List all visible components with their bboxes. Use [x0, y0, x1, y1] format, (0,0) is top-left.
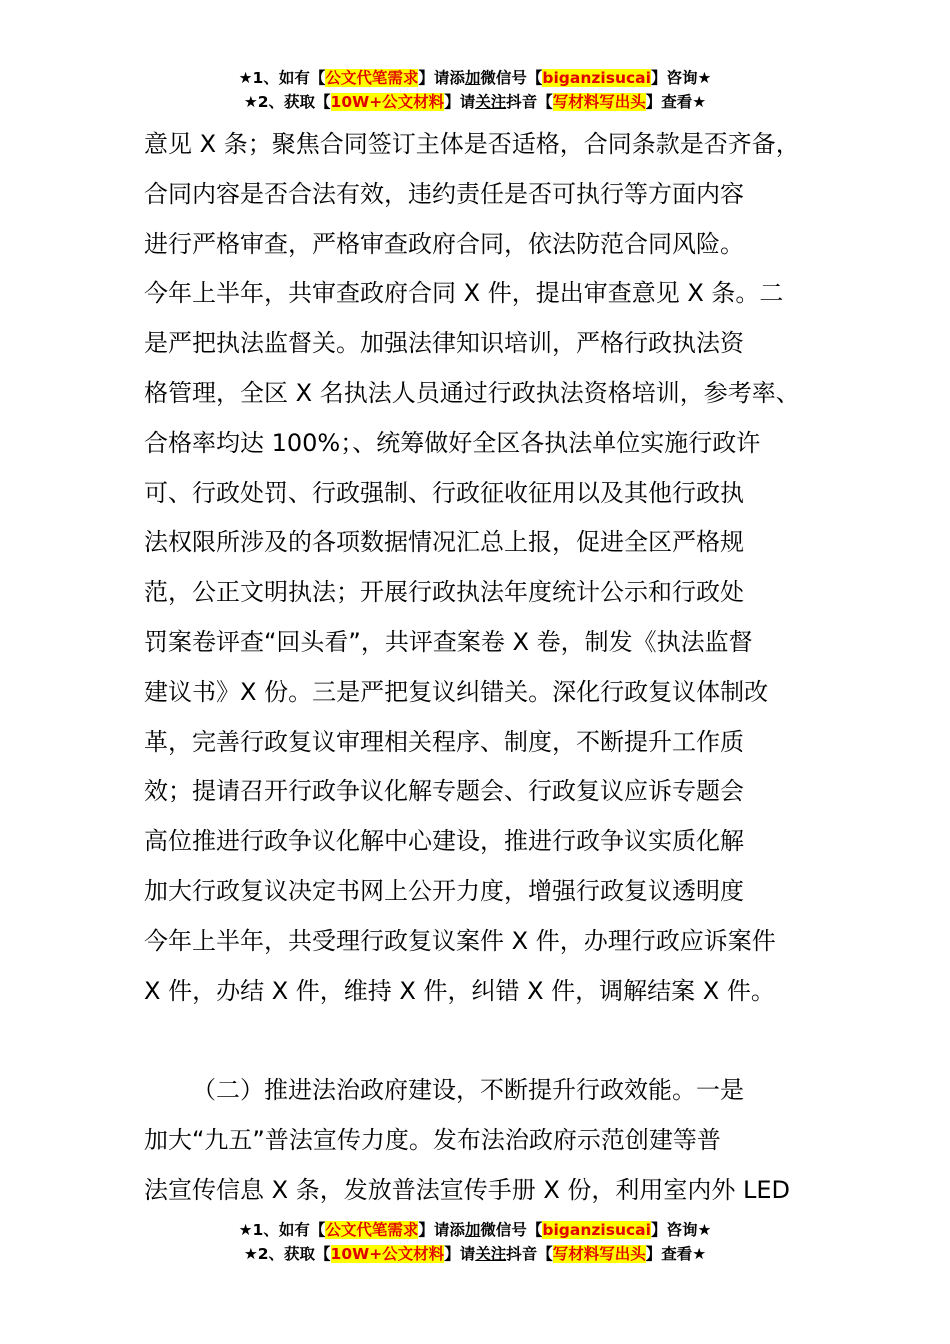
banner-highlight: 写材料写出头	[552, 1245, 646, 1263]
banner-text: 】请添	[418, 69, 465, 87]
body-line: 今年上半年，共受理行政复议案件 X 件，办理行政应诉案件	[144, 926, 776, 955]
banner-highlight: biganzisucai	[542, 69, 651, 87]
banner-text: 】咨询★	[650, 69, 712, 87]
body-line: 合同内容是否合法有效，违约责任是否可执行等方面内容	[144, 179, 744, 208]
banner-line-2	[0, 90, 950, 114]
body-line: 高位推进行政争议化解中心建设，推进行政争议实质化解	[144, 827, 744, 856]
banner-text: ★2、获取【	[243, 93, 331, 111]
banner-underline: 关注	[475, 93, 507, 111]
body-line: 意见 X 条；聚焦合同签订主体是否适格，合同条款是否齐备，	[144, 130, 800, 158]
banner-highlight: 公文代笔需求	[325, 1221, 419, 1239]
body-line: 范，公正文明执法；开展行政执法年度统计公示和行政处	[144, 578, 744, 607]
banner-text: 微信号【	[480, 69, 543, 87]
footer-banner	[0, 1218, 950, 1266]
body-line: 今年上半年，共审查政府合同 X 件，提出审查意见 X 条。二	[144, 279, 784, 308]
body-line: 加大行政复议决定书网上公开力度，增强行政复议透明度	[144, 876, 744, 905]
banner-text: ★2、获取【	[243, 1245, 331, 1263]
banner-highlight: 10W+公文材料	[330, 1245, 445, 1263]
body-line: 进行严格审查，严格审查政府合同，依法防范合同风险。	[144, 229, 744, 258]
banner-text: 】查看★	[645, 1245, 707, 1263]
banner-text: 】请	[444, 1245, 476, 1263]
body-line: 法宣传信息 X 条，发放普法宣传手册 X 份，利用室内外 LED	[144, 1175, 791, 1204]
banner-highlight: 公文代笔需求	[325, 69, 419, 87]
section-heading-line: （二）推进法治政府建设，不断提升行政效能。一是	[192, 1076, 744, 1105]
banner-text: 抖音【	[506, 1245, 553, 1263]
body-line: 革，完善行政复议审理相关程序、制度，不断提升工作质	[144, 727, 744, 756]
banner-line-2	[0, 1242, 950, 1266]
document-body	[144, 120, 834, 1216]
banner-text: 】请	[444, 93, 476, 111]
banner-highlight: 10W+公文材料	[330, 93, 445, 111]
body-line: 合格率均达 100%；、统筹做好全区各执法单位实施行政许	[144, 428, 761, 457]
banner-highlight: biganzisucai	[542, 1221, 651, 1239]
banner-text: 】咨询★	[650, 1221, 712, 1239]
banner-text: 】查看★	[645, 93, 707, 111]
banner-text: 微信号【	[480, 1221, 543, 1239]
banner-highlight: 写材料写出头	[552, 93, 646, 111]
body-line: 格管理，全区 X 名执法人员通过行政执法资格培训，参考率、	[144, 378, 800, 407]
body-line: 罚案卷评查“回头看”，共评查案卷 X 卷，制发《执法监督	[144, 627, 753, 656]
banner-text: 抖音【	[506, 93, 553, 111]
body-line: 加大“九五”普法宣传力度。发布法治政府示范创建等普	[144, 1125, 721, 1154]
banner-underline: 加	[464, 69, 481, 87]
banner-text: ★1、如有【	[238, 69, 326, 87]
banner-text: 】请添	[418, 1221, 465, 1239]
body-line: 效；提请召开行政争议化解专题会、行政复议应诉专题会	[144, 777, 744, 806]
body-line: 建议书》X 份。三是严把复议纠错关。深化行政复议体制改	[144, 677, 769, 706]
banner-underline: 加	[464, 1221, 481, 1239]
body-line: 可、行政处罚、行政强制、行政征收征用以及其他行政执	[144, 478, 744, 507]
body-line: 是严把执法监督关。加强法律知识培训，严格行政执法资	[144, 329, 744, 358]
body-line: X 件，办结 X 件，维持 X 件，纠错 X 件，调解结案 X 件。	[144, 976, 775, 1005]
banner-underline: 关注	[475, 1245, 507, 1263]
banner-text: ★1、如有【	[238, 1221, 326, 1239]
banner-line-1	[0, 66, 950, 90]
body-line: 法权限所涉及的各项数据情况汇总上报，促进全区严格规	[144, 528, 744, 557]
banner-line-1	[0, 1218, 950, 1242]
paragraph-gap	[144, 1016, 834, 1066]
header-banner	[0, 66, 950, 114]
